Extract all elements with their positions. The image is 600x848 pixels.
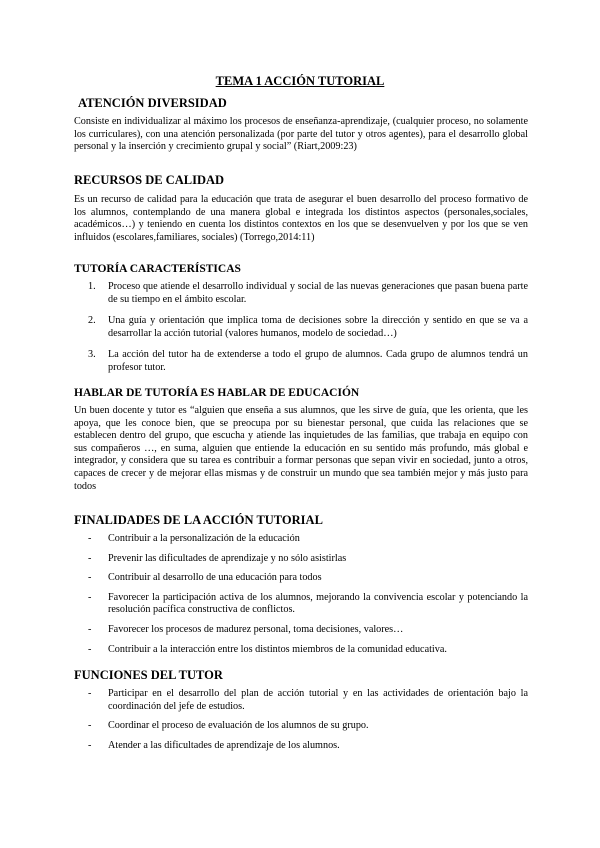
list-item: - Atender a las dificultades de aprendizaje de los alumnos. — [88, 739, 340, 751]
list-item: - Coordinar el proceso de evaluación de los alumnos de su grupo. — [88, 720, 369, 732]
heading-funciones-tutor: FUNCIONES DEL TUTOR — [74, 668, 223, 682]
list-item: - Favorecer la participación activa de los alumnos, mejorando la convivencia escolar y potenciando la resolución pacífica constructiva de conflictos. — [88, 591, 528, 616]
heading-recursos-calidad: RECURSOS DE CALIDAD — [74, 173, 225, 187]
heading-tutoria-caracteristicas: TUTORÍA CARACTERÍSTICAS — [74, 263, 241, 275]
heading-hablar-de-tutoria: HABLAR DE TUTORÍA ES HABLAR DE EDUCACIÓN — [74, 387, 360, 399]
list-item: - Contribuir a la personalización de la educación — [88, 533, 300, 544]
heading-finalidades: FINALIDADES DE LA ACCIÓN TUTORIAL — [74, 513, 323, 527]
list-item: - Favorecer los procesos de madurez personal, toma decisiones, valores… — [88, 623, 404, 635]
paragraph-hablar-de-tutoria: Un buen docente y tutor es “alguien que enseña a sus alumnos, que les sirve de guía, que les orienta, que les apoya, que les conoce bien, que se preocupa por su bienestar personal, que cuida las relaciones que se establecen dentro del grupo, que escucha y atiende las inquietudes de las familias, que trabaja en equipo con sus compañeros …, en suma, alguien que entiende la educación en su sentido más profundo, más global e integrador, y considera que su tarea es contribuir a formar personas que sepan vivir en sociedad, junto a otros, capaces de crecer y de mejorar ellas mismas y de construir un mundo que sea también mejor y más justo para todos — [74, 405, 528, 492]
list-finalidades — [74, 533, 528, 663]
list-tutoria-caracteristicas — [74, 281, 528, 384]
list-item: 3. La acción del tutor ha de extenderse a todo el grupo de alumnos. Cada grupo de alumnos tendrá un profesor tutor. — [88, 349, 528, 373]
list-item: - Participar en el desarrollo del plan de acción tutorial y en las actividades de orientación bajo la coordinación del jefe de estudios. — [88, 688, 528, 712]
list-funciones-tutor — [74, 688, 528, 759]
heading-atencion-diversidad: ATENCIÓN DIVERSIDAD — [78, 96, 227, 110]
list-item: - Contribuir al desarrollo de una educación para todos — [88, 572, 322, 584]
paragraph-recursos-calidad: Es un recurso de calidad para la educación que trata de asegurar el buen desarrollo del proceso formativo de los alumnos, contemplando de una manera global e integrada los distintos aspectos (personales,sociales, académicos…) y teniendo en cuenta los distintos contextos en los que se desenvuelven y por los que se ven influidos (escolares,familiares, sociales) (Torrego,2014:11) — [74, 194, 528, 243]
list-item: 1. Proceso que atiende el desarrollo individual y social de las nuevas generaciones que pasan buena parte de su tiempo en el ámbito escolar. — [88, 281, 528, 305]
document-title: TEMA 1 ACCIÓN TUTORIAL — [215, 74, 385, 88]
list-item: - Prevenir las dificultades de aprendizaje y no sólo asistirlas — [88, 552, 347, 564]
list-item: - Contribuir a la interacción entre los distintos miembros de la comunidad educativa. — [88, 643, 447, 655]
list-item: 2. Una guía y orientación que implica toma de decisiones sobre la dirección y sentido en que se va a desarrollar la acción tutorial (valores humanos, modelo de sociedad…) — [88, 315, 528, 339]
paragraph-atencion-diversidad: Consiste en individualizar al máximo los procesos de enseñanza-aprendizaje, (cualquier proceso, no solamente los curriculares), con una atención personalizada (por parte del tutor y otros agentes), para el desarrollo global personal y la inserción y crecimiento grupal y social” (Riart,2009:23) — [74, 116, 528, 153]
